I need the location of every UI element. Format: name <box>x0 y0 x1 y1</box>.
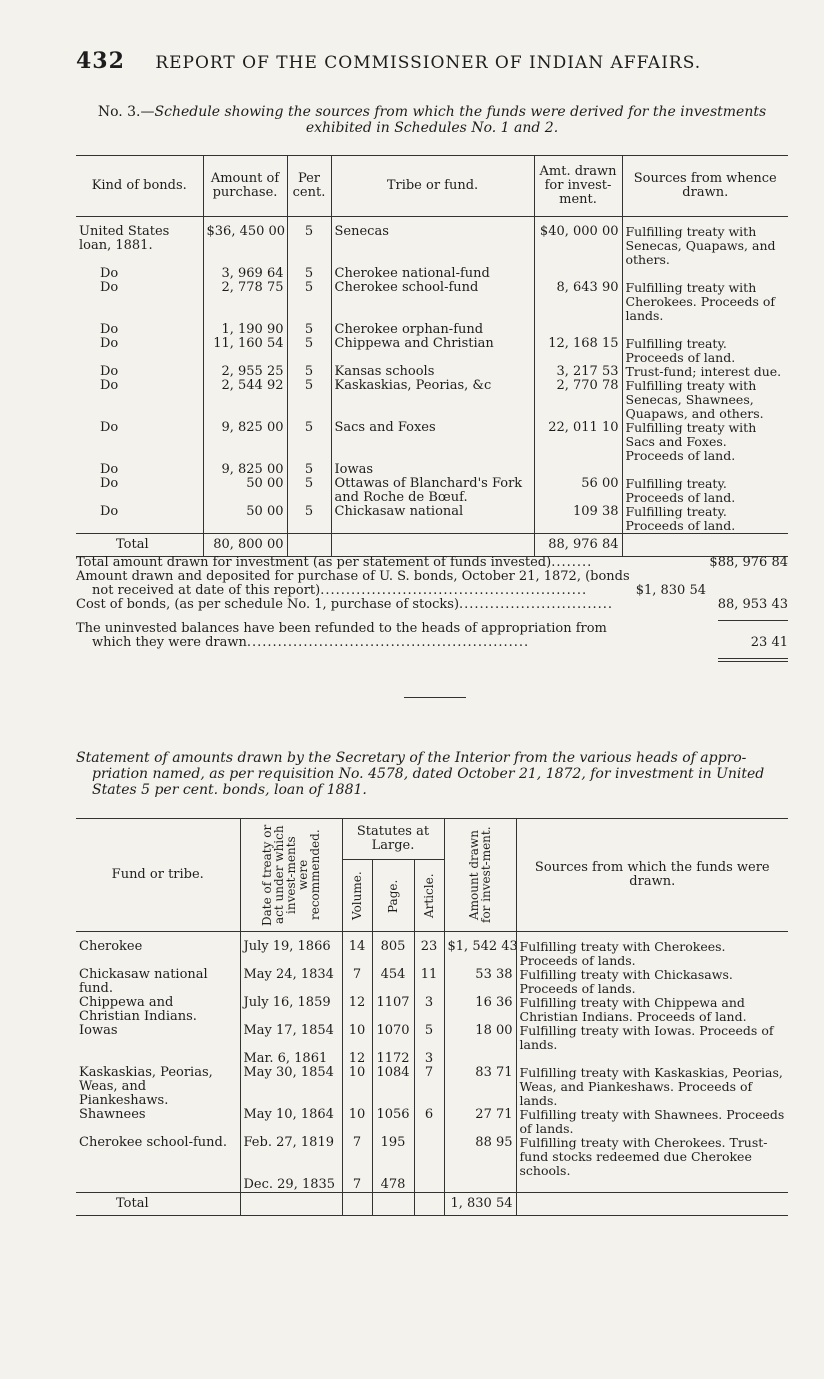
statement-amount: 27 71 <box>444 1108 516 1136</box>
page-number: 432 <box>76 48 125 74</box>
col-drawn: Amt. drawn for invest-ment. <box>534 156 622 217</box>
statement-page: 1107 <box>372 996 414 1024</box>
statement-amount: $1, 542 43 <box>444 932 516 969</box>
col-amount: Amount of purchase. <box>203 156 287 217</box>
schedule-source: Fulfilling treaty. Proceeds of land. <box>622 477 788 505</box>
statement-page: 805 <box>372 932 414 969</box>
statement-source: Fulfilling treaty with Chickasaws. Proceeds of lands. <box>516 968 788 996</box>
schedule-tribe: Cherokee school-fund <box>331 281 534 323</box>
statement-volume: 7 <box>342 1178 372 1193</box>
statement-source: Fulfilling treaty with Cherokees. Trust-fund stocks redeemed due Cherokee schools. <box>516 1136 788 1178</box>
section-divider <box>404 697 466 698</box>
statement-volume: 7 <box>342 968 372 996</box>
col-fund: Fund or tribe. <box>76 819 240 932</box>
schedule-tribe: Kaskaskias, Peorias, &c <box>331 379 534 421</box>
schedule-row <box>76 337 788 365</box>
statement-row <box>76 1136 788 1178</box>
schedule-drawn: 22, 011 10 <box>534 421 622 463</box>
statement-row <box>76 1108 788 1136</box>
summary-amount-2: $1, 830 54 <box>635 583 706 598</box>
statement-page: 1172 <box>372 1052 414 1066</box>
summary-amount-3: 88, 953 43 <box>717 597 788 612</box>
statement-row <box>76 968 788 996</box>
statement-volume: 7 <box>342 1136 372 1178</box>
schedule-kind: Do <box>100 378 119 393</box>
col-tribe: Tribe or fund. <box>331 156 534 217</box>
total-label: Total <box>76 534 203 557</box>
statement-amount: 83 71 <box>444 1066 516 1108</box>
statement-total-row <box>76 1193 788 1216</box>
schedule-caption-line2: exhibited in Schedules No. 1 and 2. <box>305 120 559 136</box>
schedule-percent: 5 <box>287 477 331 505</box>
total-amount: 80, 800 00 <box>203 534 287 557</box>
schedule-drawn <box>534 323 622 337</box>
statement-amount: 18 00 <box>444 1024 516 1052</box>
running-header <box>76 48 796 74</box>
statement-fund: Cherokee school-fund. <box>79 1135 227 1150</box>
schedule-percent: 5 <box>287 267 331 281</box>
schedule-source: Fulfilling treaty with Senecas, Quapaws, and others. <box>622 217 788 268</box>
statement-date: Mar. 6, 1861 <box>240 1052 342 1066</box>
schedule-body <box>76 217 788 534</box>
schedule-percent: 5 <box>287 463 331 477</box>
statement-amount <box>444 1178 516 1193</box>
schedule-tribe: Senecas <box>331 217 534 268</box>
statement-page: 1070 <box>372 1024 414 1052</box>
schedule-amount: 9, 825 00 <box>203 463 287 477</box>
schedule-kind: Do <box>100 364 119 379</box>
schedule-row <box>76 217 788 268</box>
schedule-row <box>76 505 788 534</box>
summary-amount-1: $88, 976 84 <box>709 555 788 570</box>
schedule-tribe: Kansas schools <box>331 365 534 379</box>
statement-fund: Cherokee <box>79 939 143 954</box>
statement-fund: Chickasaw national fund. <box>79 967 208 996</box>
statement-source: Fulfilling treaty with Chippewa and Christian Indians. Proceeds of land. <box>516 996 788 1024</box>
schedule-percent: 5 <box>287 323 331 337</box>
statement-source <box>516 1178 788 1193</box>
schedule-tribe: Cherokee orphan-fund <box>331 323 534 337</box>
statement-table <box>76 818 788 1216</box>
schedule-tribe: Ottawas of Blanchard's Fork and Roche de Bœuf. <box>331 477 534 505</box>
statement-article: 11 <box>414 968 444 996</box>
statement-caption <box>76 750 788 798</box>
statement-article: 7 <box>414 1066 444 1108</box>
statement-amount: 53 38 <box>444 968 516 996</box>
schedule-drawn: 3, 217 53 <box>534 365 622 379</box>
statement-volume: 14 <box>342 932 372 969</box>
schedule-amount: 9, 825 00 <box>203 421 287 463</box>
schedule-percent: 5 <box>287 217 331 268</box>
col-sources: Sources from whence drawn. <box>622 156 788 217</box>
schedule-kind: Do <box>100 266 119 281</box>
statement-article: 5 <box>414 1024 444 1052</box>
summary-amount-4: 23 41 <box>750 635 788 650</box>
statement-article <box>414 1178 444 1193</box>
summary-line-2: Amount drawn and deposited for purchase of U. S. bonds, October 21, 1872, (bonds <box>76 569 630 584</box>
statement-row <box>76 932 788 969</box>
statement-volume: 10 <box>342 1066 372 1108</box>
schedule-percent: 5 <box>287 421 331 463</box>
schedule-amount: 3, 969 64 <box>203 267 287 281</box>
col-kind: Kind of bonds. <box>76 156 203 217</box>
schedule-amount: $36, 450 00 <box>203 217 287 268</box>
statement-fund <box>76 1052 240 1066</box>
schedule-source: Trust-fund; interest due. <box>622 365 788 379</box>
schedule-kind: Do <box>100 322 119 337</box>
schedule-row <box>76 463 788 477</box>
schedule-amount: 1, 190 90 <box>203 323 287 337</box>
schedule-caption-line1: Schedule showing the sources from which the funds were derived for the investments <box>154 104 767 120</box>
schedule-amount: 2, 778 75 <box>203 281 287 323</box>
statement-volume: 12 <box>342 1052 372 1066</box>
schedule-row <box>76 267 788 281</box>
running-title: REPORT OF THE COMMISSIONER OF INDIAN AFFAIRS. <box>155 53 702 73</box>
schedule-table <box>76 155 788 557</box>
schedule-source <box>622 323 788 337</box>
statement-fund <box>76 1178 240 1193</box>
statement-caption-line3: States 5 per cent. bonds, loan of 1881. <box>92 782 367 798</box>
statement-date: May 30, 1854 <box>240 1066 342 1108</box>
schedule-source <box>622 267 788 281</box>
schedule-amount: 50 00 <box>203 477 287 505</box>
schedule-kind: Do <box>100 476 119 491</box>
total-drawn: 88, 976 84 <box>534 534 622 557</box>
statement-page: 454 <box>372 968 414 996</box>
statement-article: 3 <box>414 996 444 1024</box>
statement-fund: Chippewa and Christian Indians. <box>79 995 197 1024</box>
statement-source: Fulfilling treaty with Shawnees. Proceeds of lands. <box>516 1108 788 1136</box>
schedule-kind: Do <box>100 280 119 295</box>
schedule-drawn: 12, 168 15 <box>534 337 622 365</box>
col-amount-drawn: Amount drawn for invest-ment. <box>467 826 494 924</box>
statement-amount: 16 36 <box>444 996 516 1024</box>
summary-line-4: The uninvested balances have been refunded to the heads of appropriation from <box>76 621 607 636</box>
schedule-drawn: 2, 770 78 <box>534 379 622 421</box>
schedule-amount: 50 00 <box>203 505 287 534</box>
schedule-row <box>76 281 788 323</box>
schedule-tribe: Cherokee national-fund <box>331 267 534 281</box>
col-sources-drawn: Sources from which the funds were drawn. <box>516 819 788 932</box>
schedule-percent: 5 <box>287 379 331 421</box>
schedule-kind: Do <box>100 336 119 351</box>
schedule-row <box>76 323 788 337</box>
statement-date: May 10, 1864 <box>240 1108 342 1136</box>
schedule-source: Fulfilling treaty. Proceeds of land. <box>622 505 788 534</box>
statement-amount: 88 95 <box>444 1136 516 1178</box>
statement-article <box>414 1136 444 1178</box>
schedule-kind: United States loan, 1881. <box>79 224 170 253</box>
schedule-tribe: Chippewa and Christian <box>331 337 534 365</box>
statement-page: 478 <box>372 1178 414 1193</box>
schedule-percent: 5 <box>287 281 331 323</box>
statement-source <box>516 1052 788 1066</box>
schedule-amount: 2, 955 25 <box>203 365 287 379</box>
statement-row <box>76 1178 788 1193</box>
col-article: Article. <box>422 873 436 918</box>
summary-rule-3 <box>718 661 788 662</box>
statement-page: 195 <box>372 1136 414 1178</box>
statement-volume: 12 <box>342 996 372 1024</box>
schedule-tribe: Iowas <box>331 463 534 477</box>
schedule-kind: Do <box>100 462 119 477</box>
statement-page: 1084 <box>372 1066 414 1108</box>
statement-body <box>76 932 788 1193</box>
summary-line-1: Total amount drawn for investment (as per statement of funds invested)........ $88, 976 84 <box>76 555 788 570</box>
statement-source: Fulfilling treaty with Kaskaskias, Peorias, Weas, and Piankeshaws. Proceeds of lands. <box>516 1066 788 1108</box>
schedule-source: Fulfilling treaty with Senecas, Shawnees, Quapaws, and others. <box>622 379 788 421</box>
statement-caption-line2: priation named, as per requisition No. 4578, dated October 21, 1872, for investment in United <box>92 766 765 782</box>
schedule-number: No. 3.— <box>97 104 155 120</box>
schedule-kind: Do <box>100 420 119 435</box>
statement-row <box>76 1024 788 1052</box>
summary-line-3: Cost of bonds, (as per schedule No. 1, purchase of stocks).............................. 88, 953 43 <box>76 597 788 612</box>
schedule-tribe: Chickasaw national <box>331 505 534 534</box>
schedule-percent: 5 <box>287 505 331 534</box>
statement-date: July 19, 1866 <box>240 932 342 969</box>
statement-date: May 17, 1854 <box>240 1024 342 1052</box>
statement-fund: Iowas <box>79 1023 118 1038</box>
schedule-source: Fulfilling treaty. Proceeds of land. <box>622 337 788 365</box>
statement-date: May 24, 1834 <box>240 968 342 996</box>
statement-source: Fulfilling treaty with Cherokees. Proceeds of lands. <box>516 932 788 969</box>
col-volume: Volume. <box>350 871 364 920</box>
statement-date: July 16, 1859 <box>240 996 342 1024</box>
statement-article: 6 <box>414 1108 444 1136</box>
schedule-amount: 11, 160 54 <box>203 337 287 365</box>
summary-rule-1 <box>718 620 788 621</box>
schedule-source: Fulfilling treaty with Sacs and Foxes. Proceeds of land. <box>622 421 788 463</box>
statement-volume: 10 <box>342 1108 372 1136</box>
schedule-row <box>76 477 788 505</box>
statement-date: Feb. 27, 1819 <box>240 1136 342 1178</box>
summary-rule-2 <box>718 658 788 659</box>
statement-volume: 10 <box>342 1024 372 1052</box>
statement-article: 23 <box>414 932 444 969</box>
col-percent: Per cent. <box>287 156 331 217</box>
statement-row <box>76 1052 788 1066</box>
statement-total-label: Total <box>76 1193 240 1216</box>
schedule-drawn <box>534 267 622 281</box>
schedule-drawn: $40, 000 00 <box>534 217 622 268</box>
schedule-tribe: Sacs and Foxes <box>331 421 534 463</box>
schedule-percent: 5 <box>287 337 331 365</box>
schedule-drawn <box>534 463 622 477</box>
schedule-drawn: 109 38 <box>534 505 622 534</box>
statement-caption-line1: Statement of amounts drawn by the Secretary of the Interior from the various heads of appro- <box>76 750 747 766</box>
statement-page: 1056 <box>372 1108 414 1136</box>
schedule-row <box>76 421 788 463</box>
col-statutes: Statutes at Large. <box>342 819 444 860</box>
statement-date: Dec. 29, 1835 <box>240 1178 342 1193</box>
schedule-kind: Do <box>100 504 119 519</box>
schedule-drawn: 8, 643 90 <box>534 281 622 323</box>
schedule-source <box>622 463 788 477</box>
schedule-amount: 2, 544 92 <box>203 379 287 421</box>
schedule-drawn: 56 00 <box>534 477 622 505</box>
schedule-total-row <box>76 534 788 557</box>
schedule-row <box>76 365 788 379</box>
schedule-caption <box>76 104 788 136</box>
statement-fund: Shawnees <box>79 1107 146 1122</box>
summary-block: Total amount drawn for investment (as per statement of funds invested)........ $88, 976 84 Amount drawn and deposited for purchase of U. S. bonds, October 21, 1872, (bonds not received at date of this report).................................................... $1, 830 54 Cost of bonds, (as per schedule No. 1, purchase of stocks).............................. 88, 953 43 The uninvested balances have been refunded to the heads of appropriation from which they were drawn....................................................... 23 41 <box>76 555 788 650</box>
statement-article: 3 <box>414 1052 444 1066</box>
statement-source: Fulfilling treaty with Iowas. Proceeds of lands. <box>516 1024 788 1052</box>
statement-row <box>76 996 788 1024</box>
col-date: Date of treaty or act under which invest-ments were recommended. <box>260 824 322 926</box>
statement-total-amount: 1, 830 54 <box>444 1193 516 1216</box>
statement-fund: Kaskaskias, Peorias, Weas, and Piankeshaws. <box>79 1065 213 1108</box>
schedule-row <box>76 379 788 421</box>
statement-amount <box>444 1052 516 1066</box>
schedule-percent: 5 <box>287 365 331 379</box>
col-page: Page. <box>386 878 400 913</box>
schedule-source: Fulfilling treaty with Cherokees. Proceeds of lands. <box>622 281 788 323</box>
statement-row <box>76 1066 788 1108</box>
